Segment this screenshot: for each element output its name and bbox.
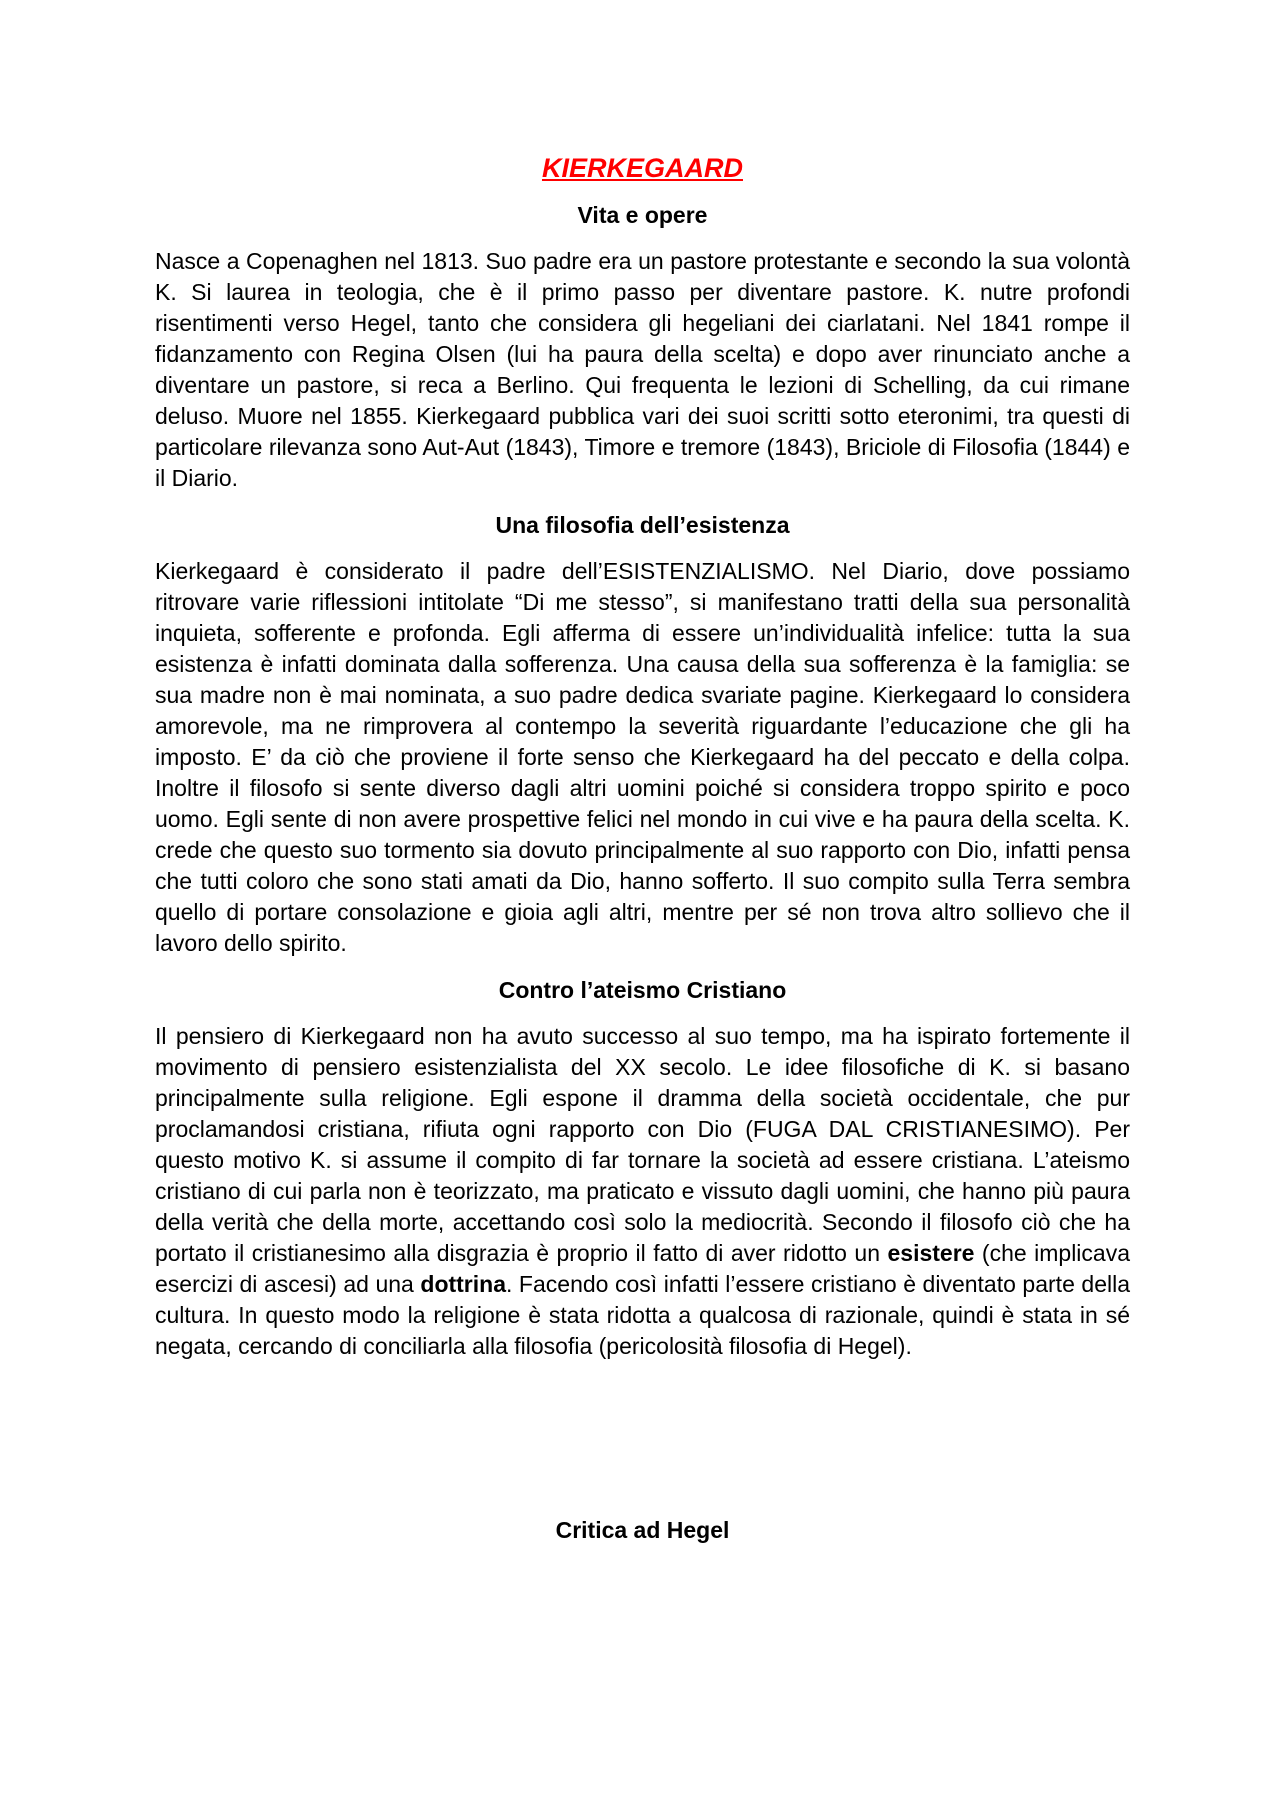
paragraph-text-part1: Il pensiero di Kierkegaard non ha avuto successo al suo tempo, ma ha ispirato fortemente il movimento di pensiero esistenzialista del XX secolo. Le idee filosofiche di K. si basano principalmente sulla religione. Egli espone il dramma della società occidentale, che pur proclamandosi cristiana, rifiuta ogni rapporto con Dio (FUGA DAL CRISTIANESIMO). Per questo motivo K. si assume il compito di far tornare la società ad essere cristiana. L’ateismo cristiano di cui parla non è teorizzato, ma praticato e vissuto dagli uomini, che hanno più paura della verità che della morte, accettando così solo la mediocrità. Secondo il filosofo ciò che ha portato il cristianesimo alla disgrazia è proprio il fatto di aver ridotto un — [155, 1023, 1130, 1266]
blank-space — [155, 1378, 1130, 1515]
paragraph-text-part3: . Facendo così infatti l’essere cristiano è diventato parte della cultura. In questo modo la religione è stata ridotta a qualcosa di razionale, quindi è stata in sé negata, cercando di conciliarla alla filosofia (pericolosità filosofia di Hegel). — [155, 1271, 1130, 1359]
bold-term-dottrina: dottrina — [420, 1271, 506, 1297]
document-title: KIERKEGAARD — [541, 153, 743, 183]
bold-term-esistere: esistere — [887, 1240, 975, 1266]
section-heading-vita-e-opere: Vita e opere — [577, 202, 708, 228]
section-heading-critica-hegel: Critica ad Hegel — [555, 1517, 730, 1543]
paragraph-ateismo-cristiano — [155, 1021, 1130, 1362]
paragraph-filosofia-esistenza: Kierkegaard è considerato il padre dell’ESISTENZIALISMO. Nel Diario, dove possiamo ritrovare varie riflessioni intitolate “Di me stesso”, si manifestano tratti della sua personalità inquieta, sofferente e profonda. Egli afferma di essere un’individualità infelice: tutta la sua esistenza è infatti dominata dalla sofferenza. Una causa della sua sofferenza è la famiglia: se sua madre non è mai nominata, a suo padre dedica svariate pagine. Kierkegaard lo considera amorevole, ma ne rimprovera al contempo la severità riguardante l’educazione che gli ha imposto. E’ da ciò che proviene il forte senso che Kierkegaard ha del peccato e della colpa. Inoltre il filosofo si sente diverso dagli altri uomini poiché si considera troppo spirito e poco uomo. Egli sente di non avere prospettive felici nel mondo in cui vive e ha paura della scelta. K. crede che questo suo tormento sia dovuto principalmente al suo rapporto con Dio, infatti pensa che tutti coloro che sono stati amati da Dio, hanno sofferto. Il suo compito sulla Terra sembra quello di portare consolazione e gioia agli altri, mentre per sé non trova altro sollievo che il lavoro dello spirito. — [155, 558, 1130, 956]
document-page — [155, 150, 1130, 1561]
paragraph-vita-e-opere: Nasce a Copenaghen nel 1813. Suo padre era un pastore protestante e secondo la sua volontà K. Si laurea in teologia, che è il primo passo per diventare pastore. K. nutre profondi risentimenti verso Hegel, tanto che considera gli hegeliani dei ciarlatani. Nel 1841 rompe il fidanzamento con Regina Olsen (lui ha paura della scelta) e dopo aver rinunciato anche a diventare un pastore, si reca a Berlino. Qui frequenta le lezioni di Schelling, da cui rimane deluso. Muore nel 1855. Kierkegaard pubblica vari dei suoi scritti sotto eteronimi, tra questi di particolare rilevanza sono Aut-Aut (1843), Timore e tremore (1843), Briciole di Filosofia (1844) e il Diario. — [155, 248, 1130, 491]
paragraph-text-part2: (che implicava esercizi di ascesi) ad una — [155, 1240, 1130, 1297]
section-heading-filosofia-esistenza: Una filosofia dell’esistenza — [495, 512, 790, 538]
section-heading-ateismo-cristiano: Contro l’ateismo Cristiano — [498, 977, 787, 1003]
